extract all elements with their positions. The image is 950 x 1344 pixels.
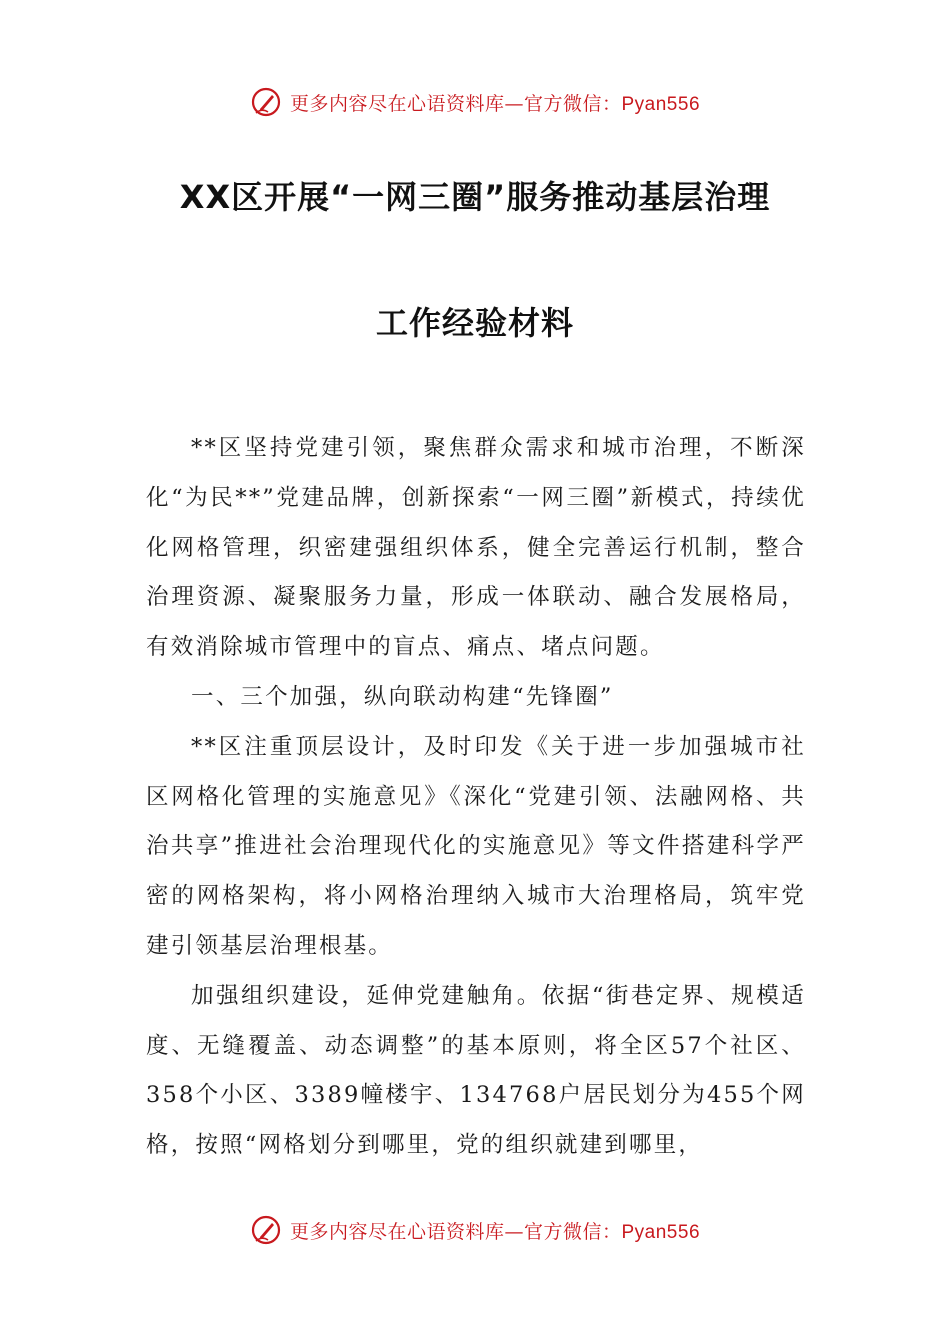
banner-text xyxy=(290,89,700,116)
document-title-line-1: XX区开展“一网三圈”服务推动基层治理 xyxy=(179,178,771,216)
body-paragraph-intro: **区坚持党建引领，聚焦群众需求和城市治理，不断深化“为民**”党建品牌，创新探索“一网三圈”新模式，持续优化网格管理，织密建强组织体系，健全完善运行机制，整合治理资源、凝聚服务力量，形成一体联动、融合发展格局，有效消除城市管理中的盲点、痛点、堵点问题。 xyxy=(146,435,806,661)
banner-text-main: 更多内容尽在心语资料库—官方微信： xyxy=(289,1220,622,1243)
banner-text xyxy=(290,1217,700,1244)
quill-pen-logo-icon xyxy=(250,86,282,118)
banner-text-main: 更多内容尽在心语资料库—官方微信： xyxy=(289,92,622,115)
footer-watermark-banner xyxy=(0,1210,950,1250)
banner-wechat-id: Pyan556 xyxy=(621,1221,701,1243)
section-heading-1: 一、三个加强，纵向联动构建“先锋圈” xyxy=(191,683,614,710)
quill-pen-logo-icon xyxy=(250,1214,282,1246)
body-paragraph-organization: 加强组织建设，延伸党建触角。依据“街巷定界、规模适度、无缝覆盖、动态调整”的基本原则，将全区57个社区、358个小区、3389幢楼宇、134768户居民划分为455个网格，按照“网格划分到哪里，党的组织就建到哪里， xyxy=(146,982,806,1159)
header-watermark-banner xyxy=(0,82,950,122)
body-paragraph-design: **区注重顶层设计，及时印发《关于进一步加强城市社区网格化管理的实施意见》《深化“党建引领、法融网格、共治共享”推进社会治理现代化的实施意见》等文件搭建科学严密的网格架构，将小网格治理纳入城市大治理格局，筑牢党建引领基层治理根基。 xyxy=(146,733,806,959)
document-title-line-2: 工作经验材料 xyxy=(375,304,574,342)
document-body xyxy=(146,424,806,1171)
banner-wechat-id: Pyan556 xyxy=(621,93,701,115)
